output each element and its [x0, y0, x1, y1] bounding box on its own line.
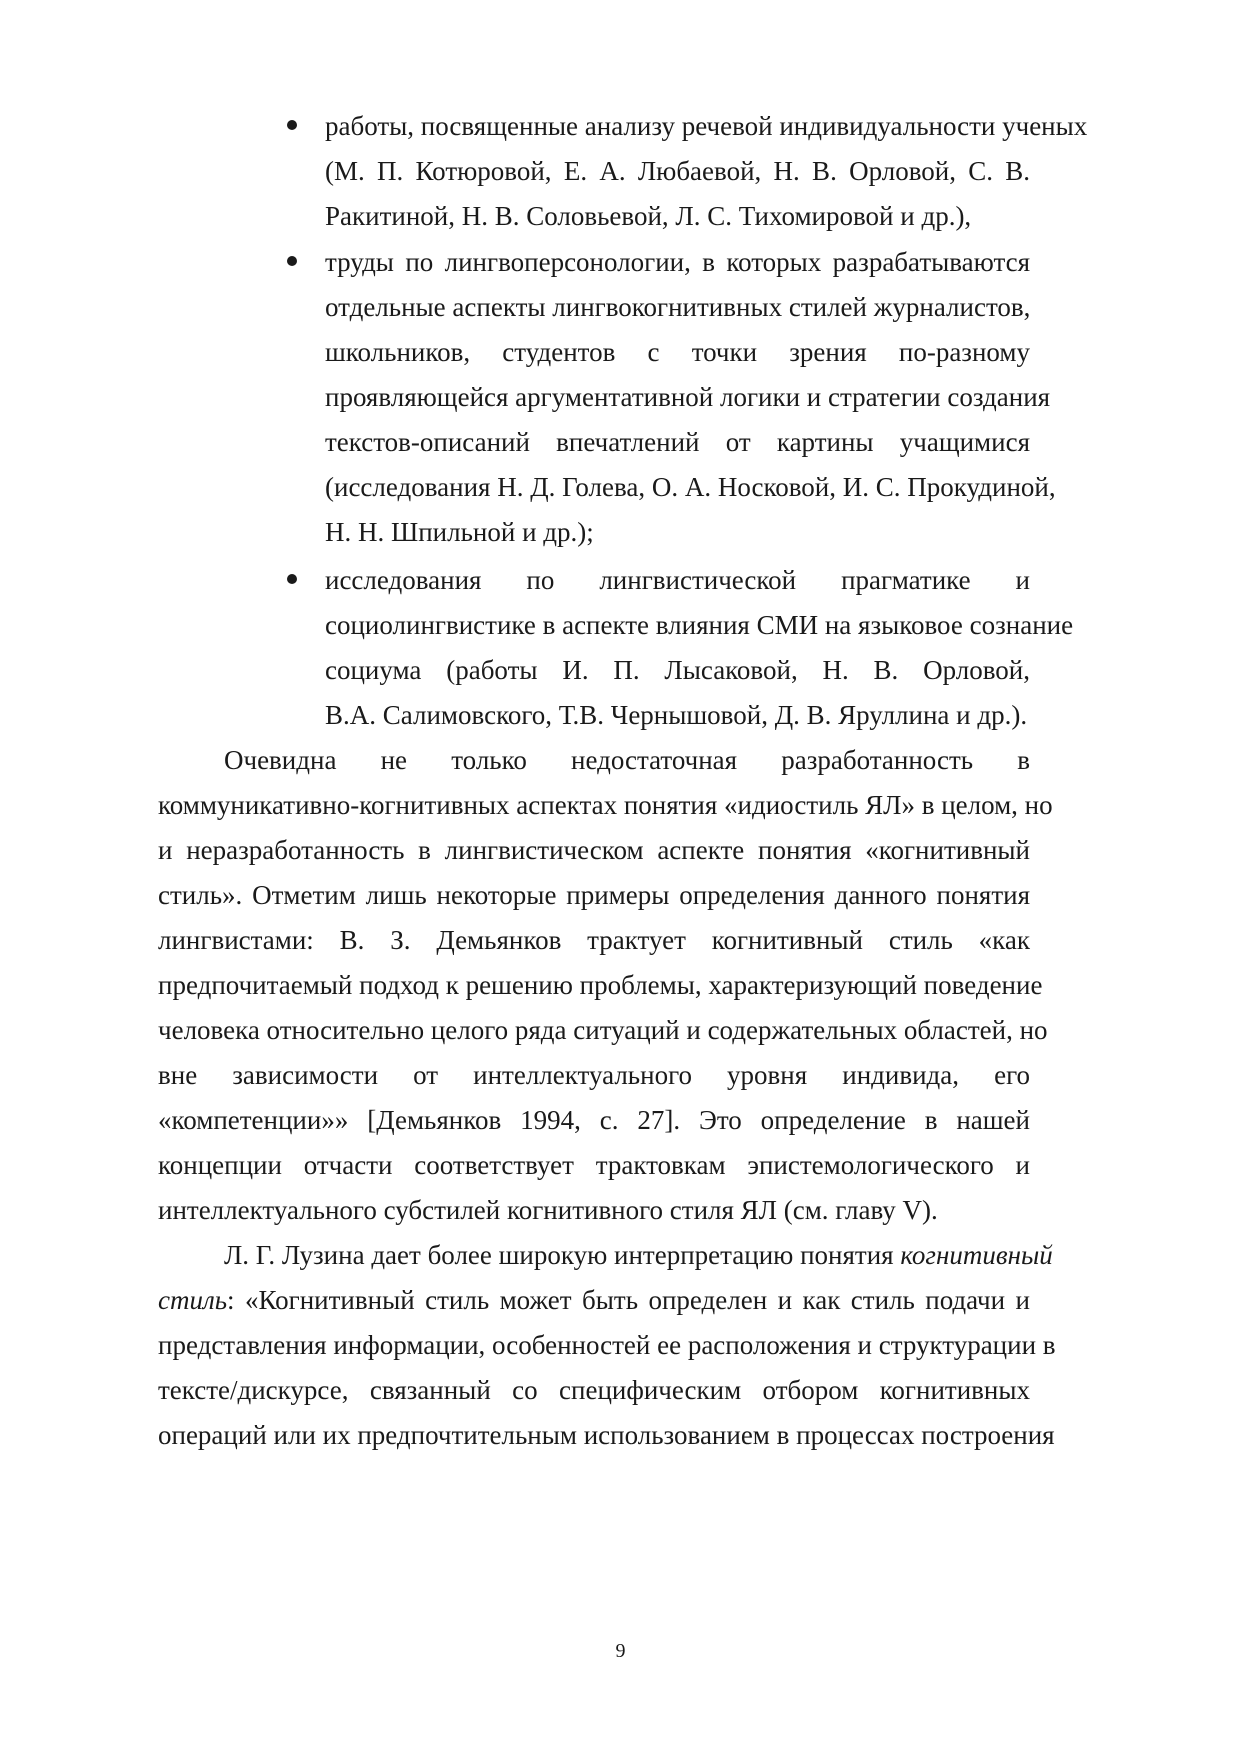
text-line: лингвистами: В. З. Демьянков трактует когнитивный стиль «как	[158, 925, 1030, 955]
text-line: операций или их предпочтительным использованием в процессах построения	[158, 1420, 1055, 1450]
text-line: интеллектуального субстилей когнитивного стиля ЯЛ (см. главу V).	[158, 1195, 938, 1225]
text-line: работы, посвященные анализу речевой индивидуальности ученых	[325, 111, 1088, 141]
text-line	[158, 1275, 1030, 1325]
text-line: школьников, студентов с точки зрения по-разному	[325, 337, 1030, 367]
text-line: Н. Н. Шпильной и др.);	[325, 517, 594, 547]
bullet-icon	[287, 120, 297, 130]
text-line: предпочитаемый подход к решению проблемы, характеризующий поведение	[158, 970, 1043, 1000]
emphasis-term: стиль	[158, 1285, 228, 1315]
text-line: (М. П. Котюровой, Е. А. Любаевой, Н. В. Орловой, С. В.	[325, 156, 1030, 186]
text-line: исследования по лингвистической прагматике и	[325, 565, 1030, 595]
text-line: отдельные аспекты лингвокогнитивных стилей журналистов,	[325, 292, 1031, 322]
text-run: : «Когнитивный стиль может быть определен и как стиль подачи и	[227, 1285, 1030, 1315]
text-line: В.А. Салимовского, Т.В. Чернышовой, Д. В. Яруллина и др.).	[325, 700, 1028, 730]
text-line: стиль». Отметим лишь некоторые примеры определения данного понятия	[158, 880, 1030, 910]
bullet-icon	[287, 574, 297, 584]
text-line: социума (работы И. П. Лысаковой, Н. В. Орловой,	[325, 655, 1030, 685]
text-line: концепции отчасти соответствует трактовкам эпистемологического и	[158, 1150, 1030, 1180]
text-line: человека относительно целого ряда ситуаций и содержательных областей, но	[158, 1015, 1048, 1045]
text-line	[224, 1230, 1053, 1280]
text-line: «компетенции»» [Демьянков 1994, с. 27]. Это определение в нашей	[158, 1105, 1030, 1135]
text-line: представления информации, особенностей ее расположения и структурации в	[158, 1330, 1056, 1360]
text-line: социолингвистике в аспекте влияния СМИ на языковое сознание	[325, 610, 1074, 640]
emphasis-term: когнитивный	[900, 1240, 1053, 1270]
text-line: Очевидна не только недостаточная разработанность в	[224, 745, 1030, 775]
text-line: проявляющейся аргументативной логики и стратегии создания	[325, 382, 1051, 412]
text-run: Л. Г. Лузина дает более широкую интерпретацию понятия	[224, 1240, 901, 1270]
text-line: и неразработанность в лингвистическом аспекте понятия «когнитивный	[158, 835, 1030, 865]
page-number: 9	[615, 1640, 626, 1662]
text-line: тексте/дискурсе, связанный со специфическим отбором когнитивных	[158, 1375, 1030, 1405]
text-line: Ракитиной, Н. В. Соловьевой, Л. С. Тихомировой и др.),	[325, 201, 972, 231]
text-line: вне зависимости от интеллектуального уровня индивида, его	[158, 1060, 1030, 1090]
text-line: труды по лингвоперсонологии, в которых разрабатываются	[325, 247, 1030, 277]
text-line: текстов-описаний впечатлений от картины учащимися	[325, 427, 1030, 457]
text-line: коммуникативно-когнитивных аспектах понятия «идиостиль ЯЛ» в целом, но	[158, 790, 1053, 820]
bullet-icon	[287, 256, 297, 266]
text-line: (исследования Н. Д. Голева, О. А. Носковой, И. С. Прокудиной,	[325, 472, 1056, 502]
